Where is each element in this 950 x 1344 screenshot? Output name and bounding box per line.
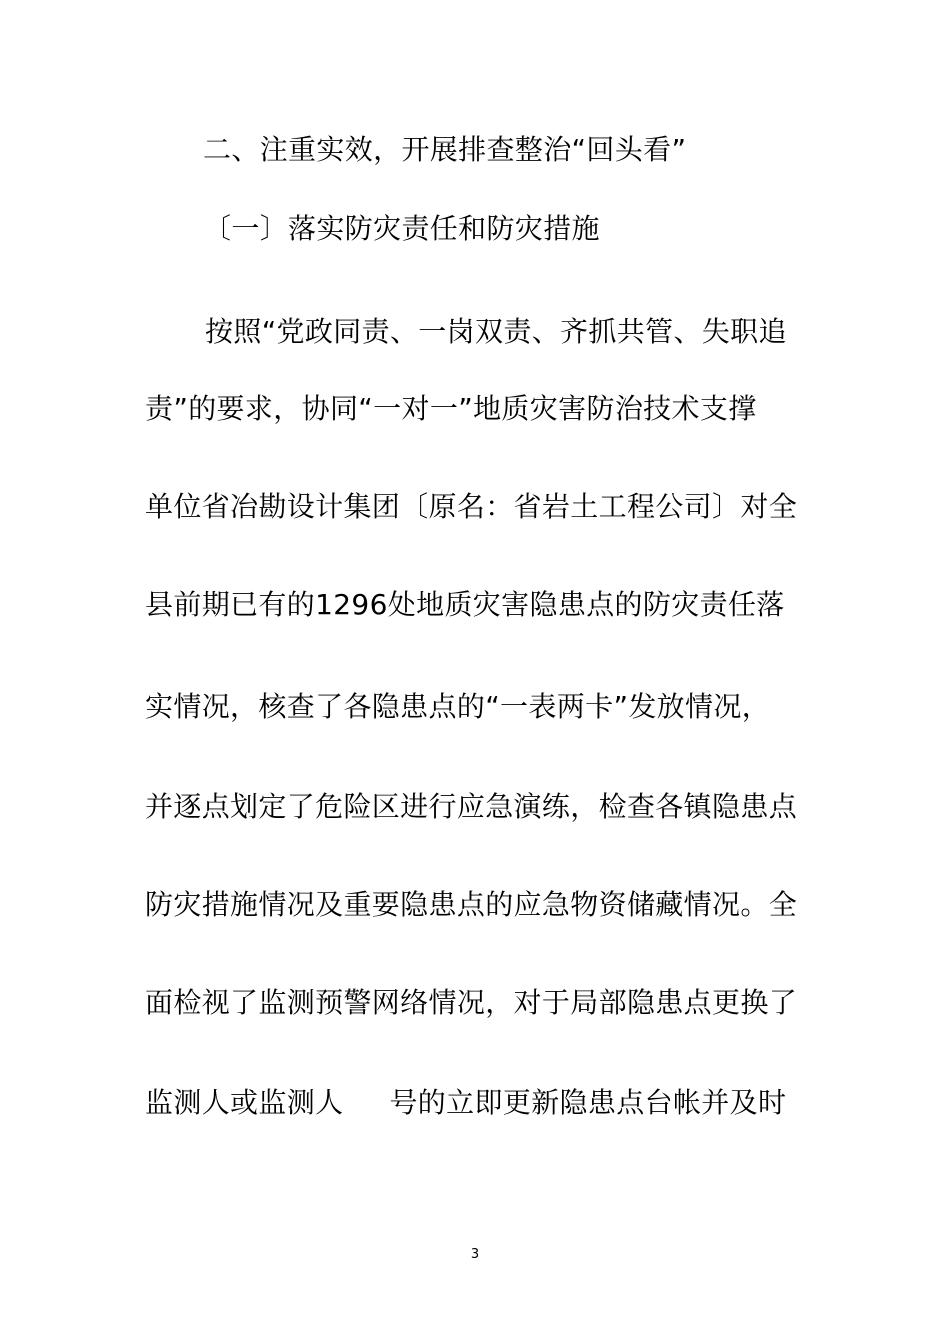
paragraph-line: 县前期已有的1296处地质灾害隐患点的防灾责任落 <box>145 588 785 621</box>
paragraph-line: 防灾措施情况及重要隐患点的应急物资储藏情况。全 <box>145 888 798 921</box>
last-line-part2: 号的立即更新隐患点台帐并及时 <box>389 1086 787 1119</box>
last-line-part1: 监测人或监测人 <box>145 1086 344 1119</box>
paragraph-line: 责”的要求，协同“一对一”地质灾害防治技术支撑 <box>145 392 757 425</box>
paragraph-line: 按照“党政同责、一岗双责、齐抓共管、失职追 <box>205 315 787 348</box>
paragraph-line: 单位省冶勘设计集团〔原名：省岩土工程公司〕对全 <box>145 490 798 523</box>
paragraph-line-last <box>145 1085 786 1121</box>
paragraph-line: 实情况，核查了各隐患点的“一表两卡”发放情况， <box>145 690 771 723</box>
section-heading: 二、注重实效，开展排查整治“回头看” <box>203 133 687 166</box>
sub-heading: 〔一〕落实防灾责任和防灾措施 <box>203 212 600 245</box>
page-number: 3 <box>470 1247 480 1262</box>
paragraph-line: 面检视了监测预警网络情况，对于局部隐患点更换了 <box>145 986 798 1019</box>
paragraph-line: 并逐点划定了危险区进行应急演练，检查各镇隐患点 <box>145 790 798 823</box>
